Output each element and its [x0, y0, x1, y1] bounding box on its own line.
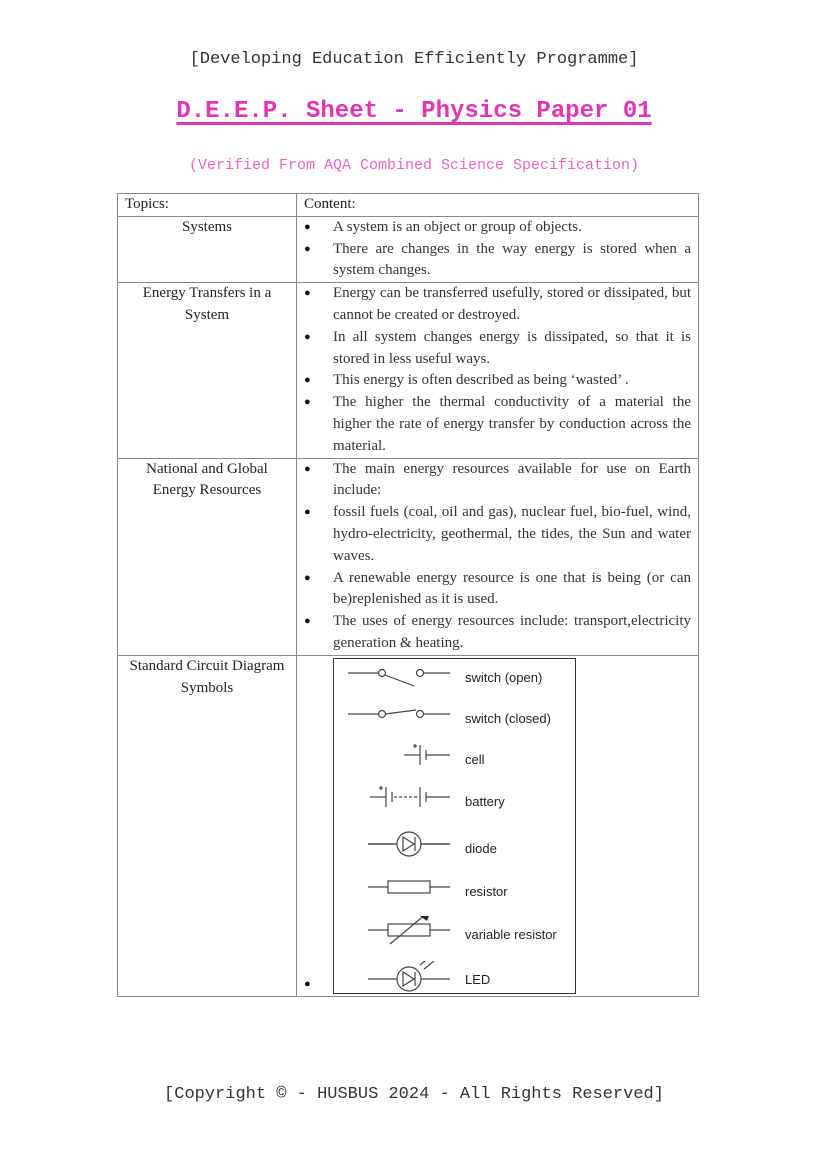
battery-icon	[334, 783, 464, 817]
page-subtitle: (Verified From AQA Combined Science Specification)	[188, 157, 640, 174]
cell-icon	[334, 741, 464, 775]
symbol-label: cell	[465, 751, 485, 767]
topic-cell: National and Global Energy Resources	[118, 458, 297, 655]
empty-bullet: ●	[304, 977, 311, 990]
bullet-item: ● A renewable energy resource is one that is being (or can be)replenished as it is used.	[304, 568, 691, 612]
symbol-label: variable resistor	[465, 926, 557, 942]
bullet-item: ● A system is an object or group of objects.	[304, 217, 691, 239]
topic-cell: Systems	[118, 216, 297, 282]
resistor-icon	[334, 873, 464, 907]
page-title-text: D.E.E.P. Sheet - Physics Paper 01	[176, 98, 652, 125]
bullet-item: ● fossil fuels (coal, oil and gas), nuclear fuel, bio-fuel, wind, hydro-electricity, geothermal, the tides, the Sun and water waves.	[304, 502, 691, 567]
copyright-footer: [Copyright © - HUSBUS 2024 - All Rights Reserved]	[164, 1085, 664, 1104]
symbol-row	[334, 961, 575, 995]
content-cell	[297, 458, 699, 655]
circuit-symbols-cell	[304, 656, 691, 996]
bullet-item: ● This energy is often described as being ‘wasted’ .	[304, 370, 691, 392]
bullet-list	[304, 283, 691, 457]
topics-header: Topics:	[118, 194, 297, 217]
content-header: Content:	[297, 194, 699, 217]
symbol-row	[334, 741, 575, 775]
symbol-row	[334, 873, 575, 907]
table-row	[118, 655, 699, 996]
symbol-row	[334, 783, 575, 817]
bullet-item: ● The main energy resources available for use on Earth include:	[304, 459, 691, 503]
bullet-list	[304, 217, 691, 282]
switch-closed-icon	[334, 700, 464, 734]
table-row	[118, 458, 699, 655]
bullet-item: ● Energy can be transferred usefully, stored or dissipated, but cannot be created or destroyed.	[304, 283, 691, 327]
topic-cell: Standard Circuit Diagram Symbols	[118, 655, 297, 996]
symbol-label: LED	[465, 971, 491, 987]
content-cell	[297, 655, 699, 996]
symbol-row	[334, 830, 575, 864]
circuit-symbols-figure	[333, 658, 576, 994]
bullet-item: ● The higher the thermal conductivity of a material the higher the rate of energy transfer by conduction across the material.	[304, 392, 691, 457]
page-title	[0, 98, 828, 125]
symbol-row	[334, 659, 575, 693]
content-cell	[297, 283, 699, 458]
diode-icon	[334, 830, 464, 864]
table-header-row	[118, 194, 699, 217]
symbol-label: switch (closed)	[465, 710, 551, 726]
bullet-item: ● In all system changes energy is dissipated, so that it is stored in less useful ways.	[304, 327, 691, 371]
table-row	[118, 283, 699, 458]
table-row	[118, 216, 699, 282]
bullet-list	[304, 459, 691, 655]
topics-table	[117, 193, 699, 997]
variable-resistor-icon	[334, 916, 464, 950]
symbol-label: resistor	[465, 883, 508, 899]
symbol-row	[334, 916, 575, 950]
content-cell	[297, 216, 699, 282]
switch-open-icon	[334, 659, 464, 693]
symbol-label: battery	[465, 793, 505, 809]
symbol-label: diode	[465, 840, 497, 856]
symbol-row	[334, 700, 575, 734]
topic-cell: Energy Transfers in a System	[118, 283, 297, 458]
bullet-item: ● The uses of energy resources include: transport,electricity generation & heating.	[304, 611, 691, 655]
bullet-item: ● There are changes in the way energy is stored when a system changes.	[304, 239, 691, 283]
symbol-label: switch (open)	[465, 669, 543, 685]
led-icon	[334, 961, 464, 995]
programme-heading: [Developing Education Efficiently Programme]	[189, 50, 639, 69]
